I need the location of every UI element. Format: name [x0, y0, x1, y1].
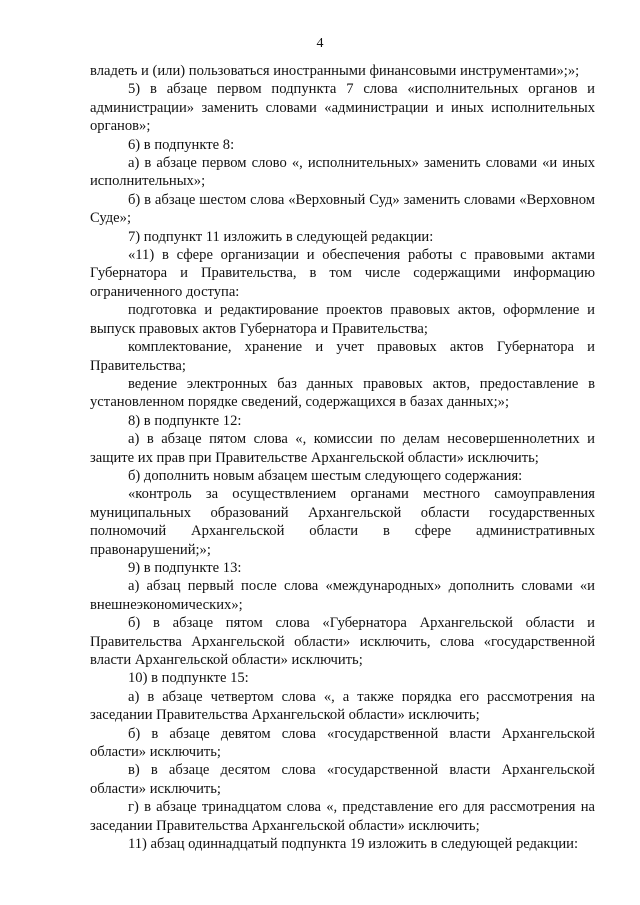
paragraph: ведение электронных баз данных правовых актов, предоставление в установленном порядке сведений, содержащихся в базах данных;»; [90, 375, 595, 411]
paragraph: 9) в подпункте 13: [128, 559, 242, 576]
page-number: 4 [316, 36, 324, 51]
paragraph: подготовка и редактирование проектов правовых актов, оформление и выпуск правовых актов Губернатора и Правительства; [90, 302, 595, 337]
paragraph: 6) в подпункте 8: [128, 136, 235, 153]
paragraph: 11) абзац одиннадцатый подпункта 19 изложить в следующей редакции: [128, 836, 579, 853]
paragraph: «11) в сфере организации и обеспечения работы с правовыми актами Губернатора и Правительства, в том числе содержащими информацию ограниченного доступа: [90, 247, 595, 300]
paragraph: 5) в абзаце первом подпункта 7 слова «исполнительных органов и администрации» заменить словами «администрации и иных исполнительных органов»; [90, 81, 595, 135]
document-body [90, 62, 595, 853]
paragraph: комплектование, хранение и учет правовых актов Губернатора и Правительства; [90, 339, 595, 374]
paragraph: б) в абзаце пятом слова «Губернатора Архангельской области и Правительства Архангельской области» исключить, слова «государственной власти Архангельской области» исключить; [90, 615, 595, 668]
paragraph: а) в абзаце пятом слова «, комиссии по делам несовершеннолетних и защите их прав при Правительстве Архангельской области» исключить; [90, 431, 595, 466]
paragraph: а) в абзаце первом слово «, исполнительных» заменить словами «и иных исполнительных»; [90, 155, 595, 190]
paragraph: 7) подпункт 11 изложить в следующей редакции: [128, 228, 434, 245]
paragraph: а) абзац первый после слова «международных» дополнить словами «и внешнеэкономических»; [90, 578, 595, 613]
paragraph: г) в абзаце тринадцатом слова «, представление его для рассмотрения на заседании Правительства Архангельской области» исключить; [90, 799, 595, 834]
paragraph: б) в абзаце девятом слова «государственной власти Архангельской области» исключить; [90, 725, 595, 761]
paragraph: б) в абзаце шестом слова «Верховный Суд» заменить словами «Верховном Суде»; [90, 191, 595, 227]
paragraph: в) в абзаце десятом слова «государственной власти Архангельской области» исключить; [90, 762, 595, 797]
paragraph: а) в абзаце четвертом слова «, а также порядка его рассмотрения на заседании Правительства Архангельской области» исключить; [90, 688, 595, 724]
paragraph: б) дополнить новым абзацем шестым следующего содержания: [128, 467, 523, 484]
paragraph: 8) в подпункте 12: [128, 412, 242, 429]
paragraph: «контроль за осуществлением органами местного самоуправления муниципальных образований Архангельской области государственных полномочий Архангельской области в сфере административных правонарушений;»; [90, 486, 595, 558]
paragraph: владеть и (или) пользоваться иностранными финансовыми инструментами»;»; [90, 63, 580, 79]
paragraph: 10) в подпункте 15: [128, 670, 249, 687]
